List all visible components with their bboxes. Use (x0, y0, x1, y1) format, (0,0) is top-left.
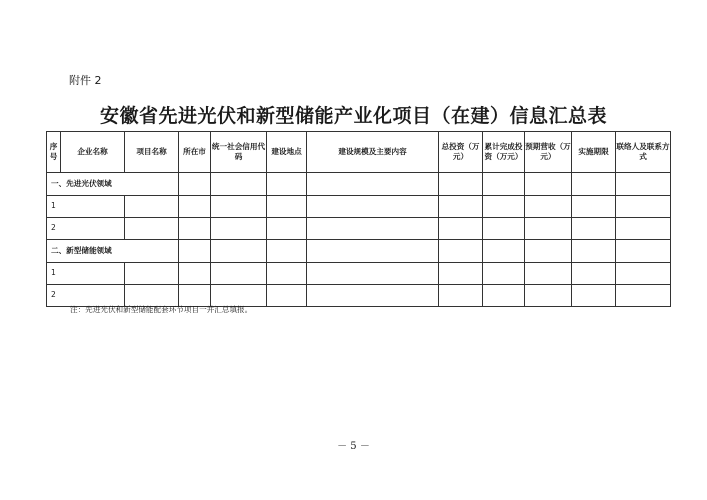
table-cell (439, 263, 483, 285)
section-row-energy-storage (47, 240, 671, 263)
header-credit-code: 统一社会信用代码 (211, 132, 267, 173)
table-cell (525, 240, 572, 263)
row-index: 2 (47, 218, 125, 240)
table-cell (307, 263, 439, 285)
row-index: 1 (47, 263, 125, 285)
table-cell (267, 218, 307, 240)
table-cell (572, 218, 616, 240)
table-cell (125, 218, 179, 240)
table-cell (525, 218, 572, 240)
attachment-label: 附件 2 (69, 74, 102, 87)
table-row (47, 218, 671, 240)
table-cell (439, 196, 483, 218)
table-header-row (47, 132, 671, 173)
header-company-name: 企业名称 (61, 132, 125, 173)
table-cell (525, 263, 572, 285)
table-cell (211, 173, 267, 196)
table-cell (572, 285, 616, 307)
table-cell (179, 240, 211, 263)
table-row (47, 263, 671, 285)
table-cell (125, 196, 179, 218)
table-cell (525, 173, 572, 196)
table-cell (572, 196, 616, 218)
table-cell (483, 263, 525, 285)
header-city: 所在市 (179, 132, 211, 173)
table-cell (307, 285, 439, 307)
table-cell (267, 173, 307, 196)
table-cell (616, 196, 671, 218)
table-cell (616, 173, 671, 196)
table-cell (525, 196, 572, 218)
table-cell (211, 196, 267, 218)
header-total-investment: 总投资（万元） (439, 132, 483, 173)
table-cell (572, 240, 616, 263)
table-cell (179, 263, 211, 285)
table-cell (483, 285, 525, 307)
table-cell (307, 196, 439, 218)
table-cell (483, 240, 525, 263)
table-cell (307, 173, 439, 196)
row-index: 2 (47, 285, 125, 307)
table-cell (179, 173, 211, 196)
header-index: 序号 (47, 132, 61, 173)
table-cell (483, 173, 525, 196)
header-cumulative-investment: 累计完成投资（万元） (483, 132, 525, 173)
table-row (47, 196, 671, 218)
table-cell (211, 263, 267, 285)
table-cell (267, 196, 307, 218)
table-cell (211, 218, 267, 240)
table-cell (267, 263, 307, 285)
header-scale-content: 建设规模及主要内容 (307, 132, 439, 173)
table-cell (179, 218, 211, 240)
page-number: － 5 － (337, 441, 370, 452)
table-cell (439, 218, 483, 240)
header-location: 建设地点 (267, 132, 307, 173)
table-cell (179, 196, 211, 218)
table-cell (616, 218, 671, 240)
section-title: 一、先进光伏领域 (47, 173, 179, 196)
table-cell (616, 263, 671, 285)
project-summary-table (46, 131, 671, 307)
table-cell (439, 173, 483, 196)
header-implementation-period: 实施期限 (572, 132, 616, 173)
section-row-photovoltaic (47, 173, 671, 196)
table-cell (525, 285, 572, 307)
table-cell (439, 285, 483, 307)
header-expected-revenue: 预期营收（万元） (525, 132, 572, 173)
table-cell (572, 173, 616, 196)
header-project-name: 项目名称 (125, 132, 179, 173)
table-cell (307, 240, 439, 263)
table-cell (483, 218, 525, 240)
table-cell (307, 218, 439, 240)
table-cell (267, 285, 307, 307)
section-title: 二、新型储能领域 (47, 240, 179, 263)
header-contact: 联络人及联系方式 (616, 132, 671, 173)
table-cell (616, 240, 671, 263)
table-note: 注：先进光伏和新型储能配套环节项目一并汇总填报。 (70, 305, 253, 314)
table-cell (483, 196, 525, 218)
table-cell (267, 240, 307, 263)
table-cell (125, 263, 179, 285)
row-index: 1 (47, 196, 125, 218)
table-cell (616, 285, 671, 307)
table-cell (439, 240, 483, 263)
table-cell (572, 263, 616, 285)
document-title: 安徽省先进光伏和新型储能产业化项目（在建）信息汇总表 (99, 105, 607, 127)
table-cell (211, 240, 267, 263)
